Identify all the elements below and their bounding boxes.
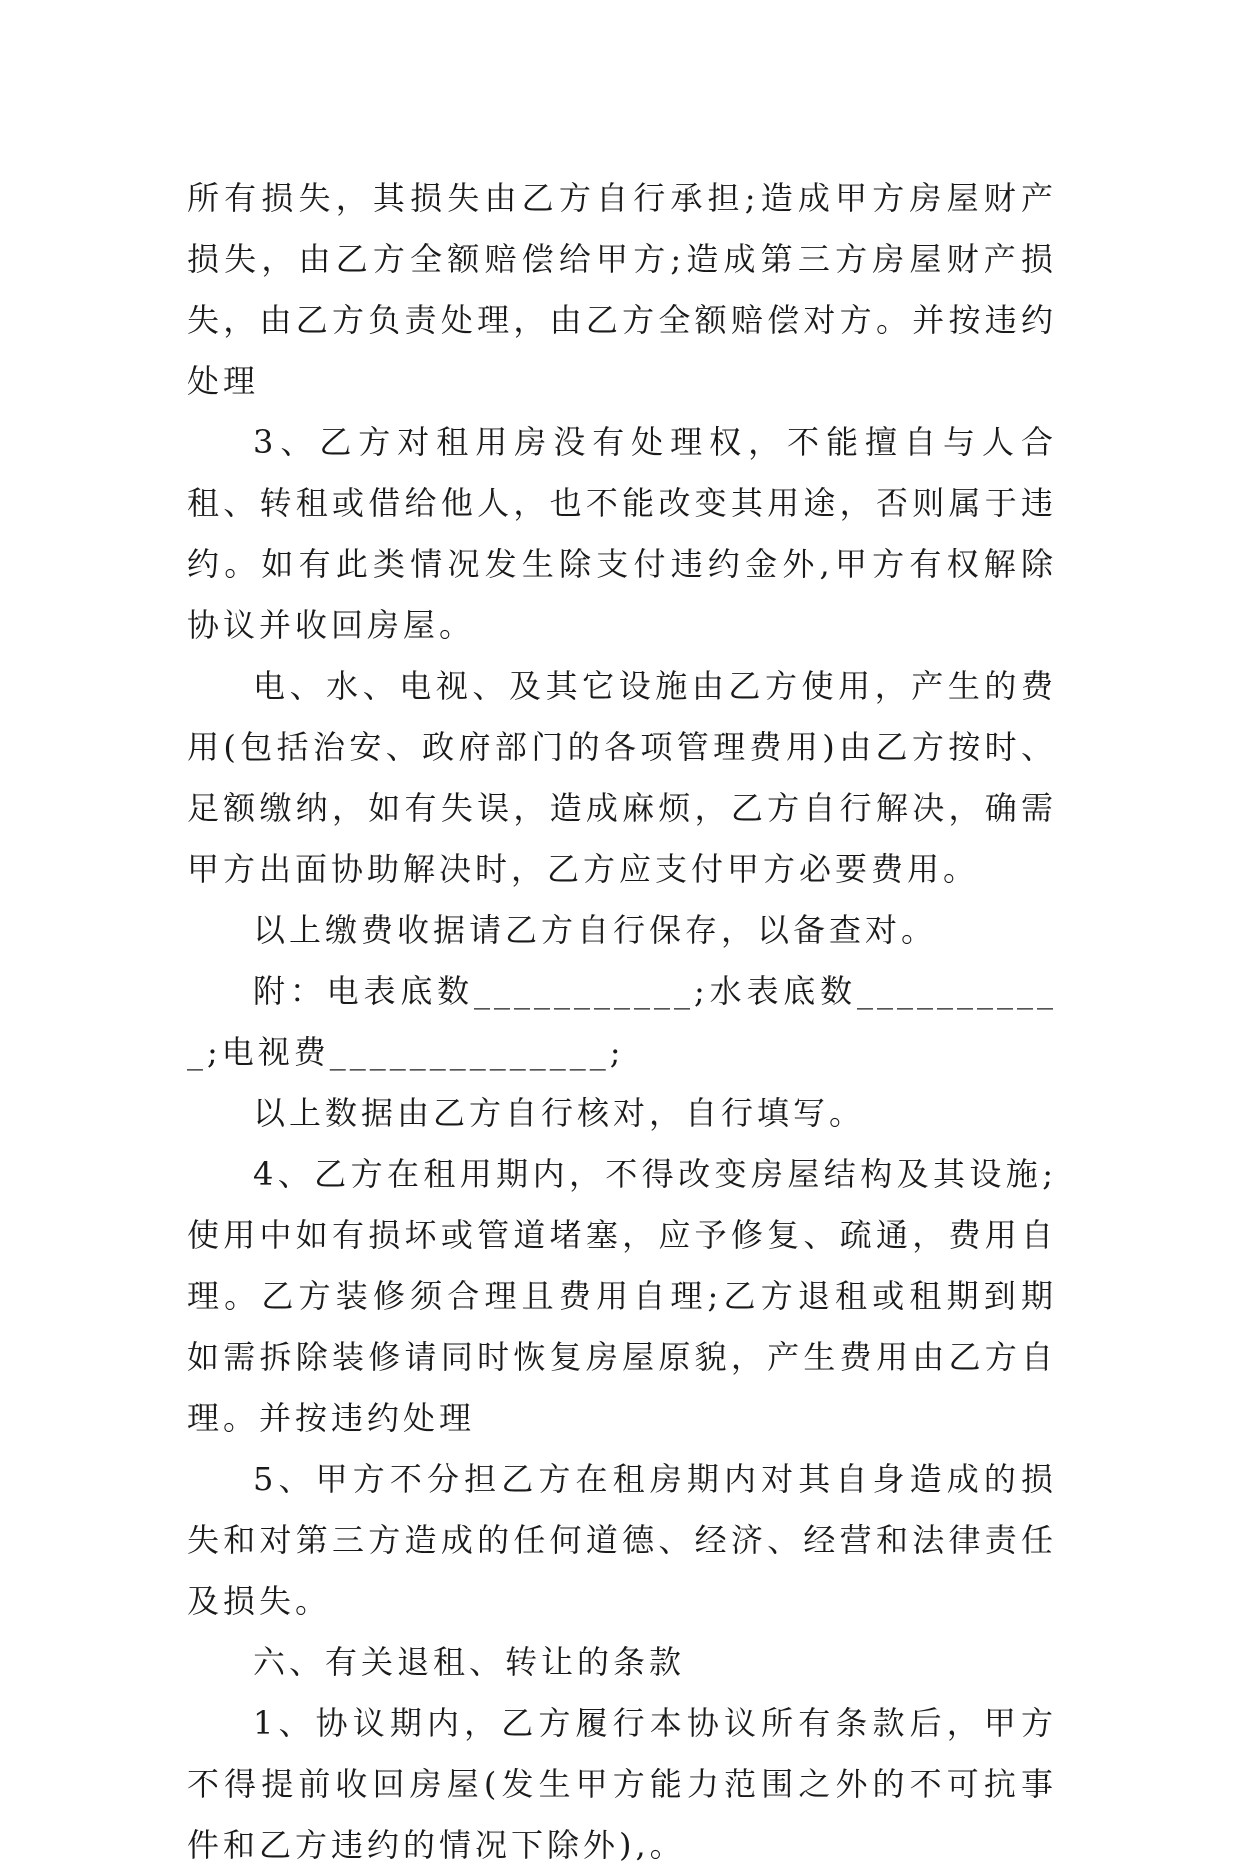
paragraph-self-verify: 以上数据由乙方自行核对，自行填写。 xyxy=(253,1094,866,1132)
paragraph-clause-4-structure: 4、乙方在租用期内，不得改变房屋结构及其设施;使用中如有损坏或管道堵塞，应予修复、疏通，费用自理。乙方装修须合理且费用自理;乙方退租或租期到期如需拆除装修请同时恢复房屋原貌，产生费用由乙方自理。并按违约处理 xyxy=(187,1155,1057,1437)
paragraph-meter-readings: 附：电表底数___________;水表底数___________;电视费______________; xyxy=(187,972,1057,1071)
document-body xyxy=(187,168,1057,1876)
paragraph-clause-3-no-sublet: 3、乙方对租用房没有处理权，不能擅自与人合租、转租或借给他人，也不能改变其用途，否则属于违约。如有此类情况发生除支付违约金外,甲方有权解除协议并收回房屋。 xyxy=(187,423,1057,644)
paragraph-keep-receipts: 以上缴费收据请乙方自行保存，以备查对。 xyxy=(253,911,938,949)
paragraph-utilities-fees: 电、水、电视、及其它设施由乙方使用，产生的费用(包括治安、政府部门的各项管理费用)由乙方按时、足额缴纳，如有失误，造成麻烦，乙方自行解决，确需甲方出面协助解决时，乙方应支付甲方必要费用。 xyxy=(187,667,1057,888)
paragraph-loss-liability: 所有损失，其损失由乙方自行承担;造成甲方房屋财产损失，由乙方全额赔偿给甲方;造成第三方房屋财产损失，由乙方负责处理，由乙方全额赔偿对方。并按违约处理 xyxy=(187,179,1057,400)
paragraph-clause-1-early-recovery: 1、协议期内，乙方履行本协议所有条款后，甲方不得提前收回房屋(发生甲方能力范围之外的不可抗事件和乙方违约的情况下除外),。 xyxy=(187,1704,1057,1864)
section-heading-termination: 六、有关退租、转让的条款 xyxy=(253,1643,686,1681)
paragraph-clause-5-liability: 5、甲方不分担乙方在租房期内对其自身造成的损失和对第三方造成的任何道德、经济、经营和法律责任及损失。 xyxy=(187,1460,1057,1620)
